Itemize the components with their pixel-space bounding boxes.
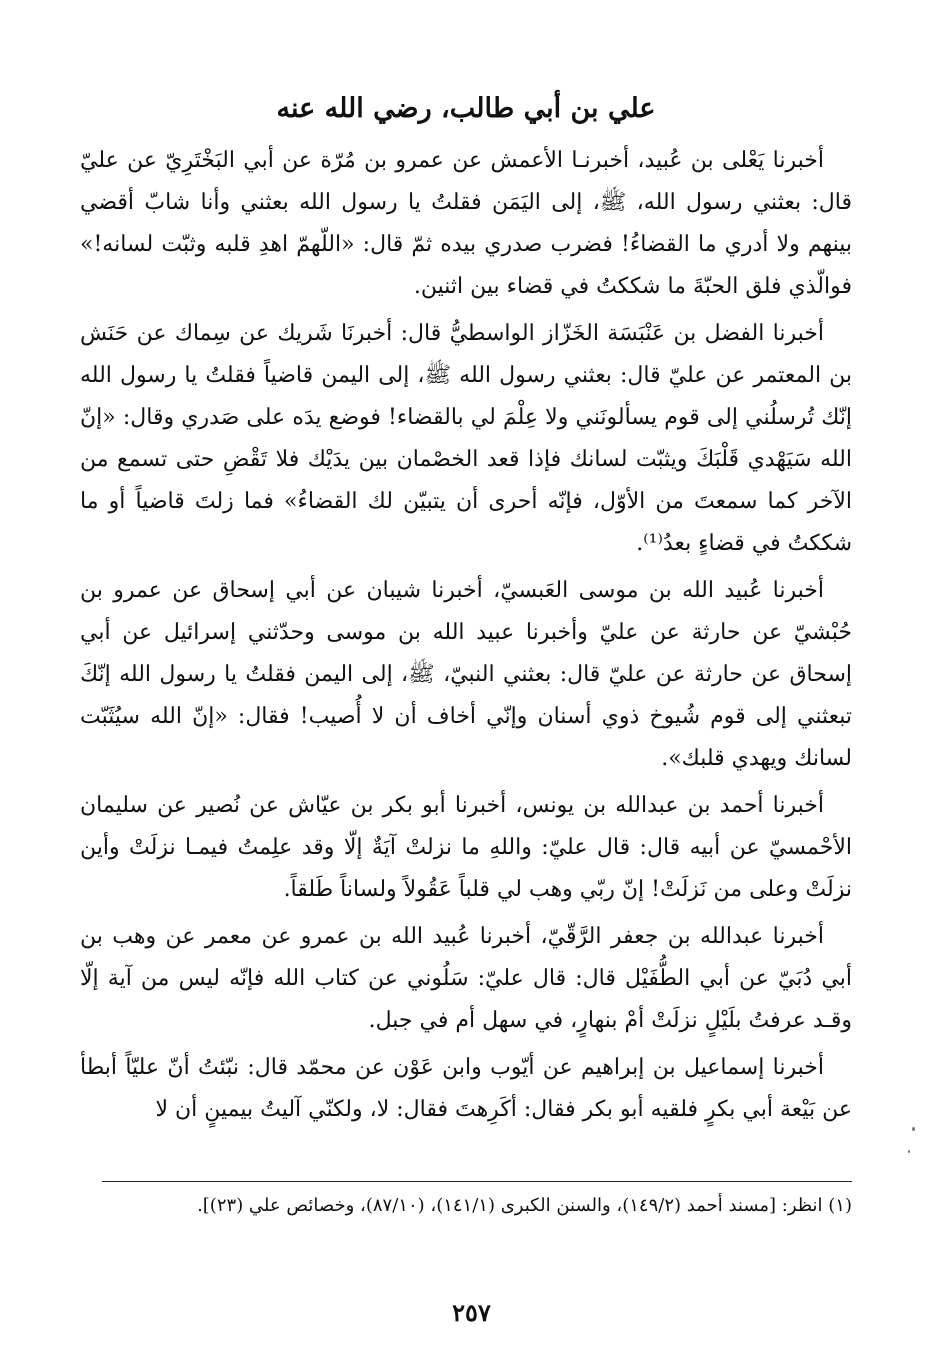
scan-speck: [908, 1150, 910, 1153]
scan-speck: [912, 1127, 915, 1131]
page-number: ٢٥٧: [452, 1298, 491, 1327]
narration-paragraph-5: أخبرنا عبدالله بن جعفر الرَّقّيّ، أخبرنا عُبيد الله بن عمرو عن معمر عن وهب بن أبي دُبَيّ عن أبي الطُّفَيْل قال: قال عليّ: سَلُوني عن كتاب الله فإنّه ليس من آية إلّا وقـد عرفتُ بلَيْلٍ نزلَتْ أمْ بنهارٍ، في سهل أم في جبل.: [80, 924, 852, 1033]
footnote: (١) انظر: [مسند أحمد (١٤٩/٢)، والسنن الكبرى (١٤١/١)، (٨٧/١٠)، وخصائص علي (٢٣)].: [197, 1195, 852, 1216]
narration-paragraph-3: أخبرنا عُبيد الله بن موسى العَبسيّ، أخبرنا شيبان عن أبي إسحاق عن عمرو بن حُبْشيّ عن حارثة عن عليّ وأخبرنا عبيد الله بن موسى وحدّثني إسرائيل عن أبي إسحاق عن حارثة عن عليّ قال: بعثني النبيّ، ﷺ، إلى اليمن فقلتُ يا رسول الله إنّكَ تبعثني إلى قوم شُيوخ ذوي أسنان وإنّي أخاف أن لا أُصيب! فقال: «إنّ الله سيُثَبّت لسانك ويهدي قلبك».: [80, 578, 853, 771]
narration-paragraph-1: أخبرنا يَعْلى بن عُبيد، أخبرنـا الأعمش عن عمرو بن مُرّة عن أبي البَخْتَرِيّ عن عليّ قال: بعثني رسول الله، ﷺ، إلى اليَمَن فقلتُ يا رسول الله بعثني وأنا شابّ أقضي بينهم ولا أدري ما القضاءُ! فضرب صدري بيده ثمّ قال: «اللّهمّ اهدِ قلبه وثبّت لسانه!» فوالّذي فلق الحبّةَ ما شككتُ في قضاء بين اثنين.: [80, 148, 852, 299]
narration-paragraph-2: أخبرنا الفضل بن عَنْبَسَة الخَزّاز الواسطيُّ قال: أخبرنَا شَريك عن سِماك عن حَنَش بن المعتمر عن عليّ قال: بعثني رسول الله ﷺ، إلى اليمن قاضياً فقلتُ يا رسول الله إنّك تُرسلُني إلى قوم يسألونَني ولا عِلْمَ لي بالقضاء! فوضع يدَه على صَدري وقال: «إنّ الله سَيَهْدي قَلْبَكَ ويثبّت لسانك فإذا قعد الخصْمان بين يدَيْك فلا تَقْضِ حتى تسمع من الآخر كما سمعتَ من الأوّل، فإنّه أحرى أن يتبيّن لك القضاءُ» فما زلتَ قاضياً أو ما شككتُ في قضاءٍ بعدُ⁽¹⁾.: [80, 321, 852, 556]
chapter-title: علي بن أبي طالب، رضي الله عنه: [276, 93, 656, 124]
narration-paragraph-6: أخبرنا إسماعيل بن إبراهيم عن أيّوب وابن عَوْن عن محمّد قال: نبّئتُ أنّ عليّاً أبطأ عن بَيْعة أبي بكرٍ فلقيه أبو بكر فقال: أكَرِهتَ فقال: لا، ولكنّي آليتُ بيمينٍ أن لا: [80, 1055, 852, 1122]
narration-paragraph-4: أخبرنا أحمد بن عبدالله بن يونس، أخبرنا أبو بكر بن عيّاش عن نُصير عن سليمان الأحْمسيّ عن أبيه قال: قال عليّ: واللهِ ما نزلتْ آيَةٌ إلّا وقد علِمتُ فيمـا نزلَتْ وأين نزلَتْ وعلى من نَزلَتْ! إنّ ربّي وهب لي قلباً عَقُولاً ولساناً طَلقاً.: [80, 793, 852, 902]
main-text-block: [80, 86, 852, 1136]
footnote-separator: [102, 1181, 852, 1182]
